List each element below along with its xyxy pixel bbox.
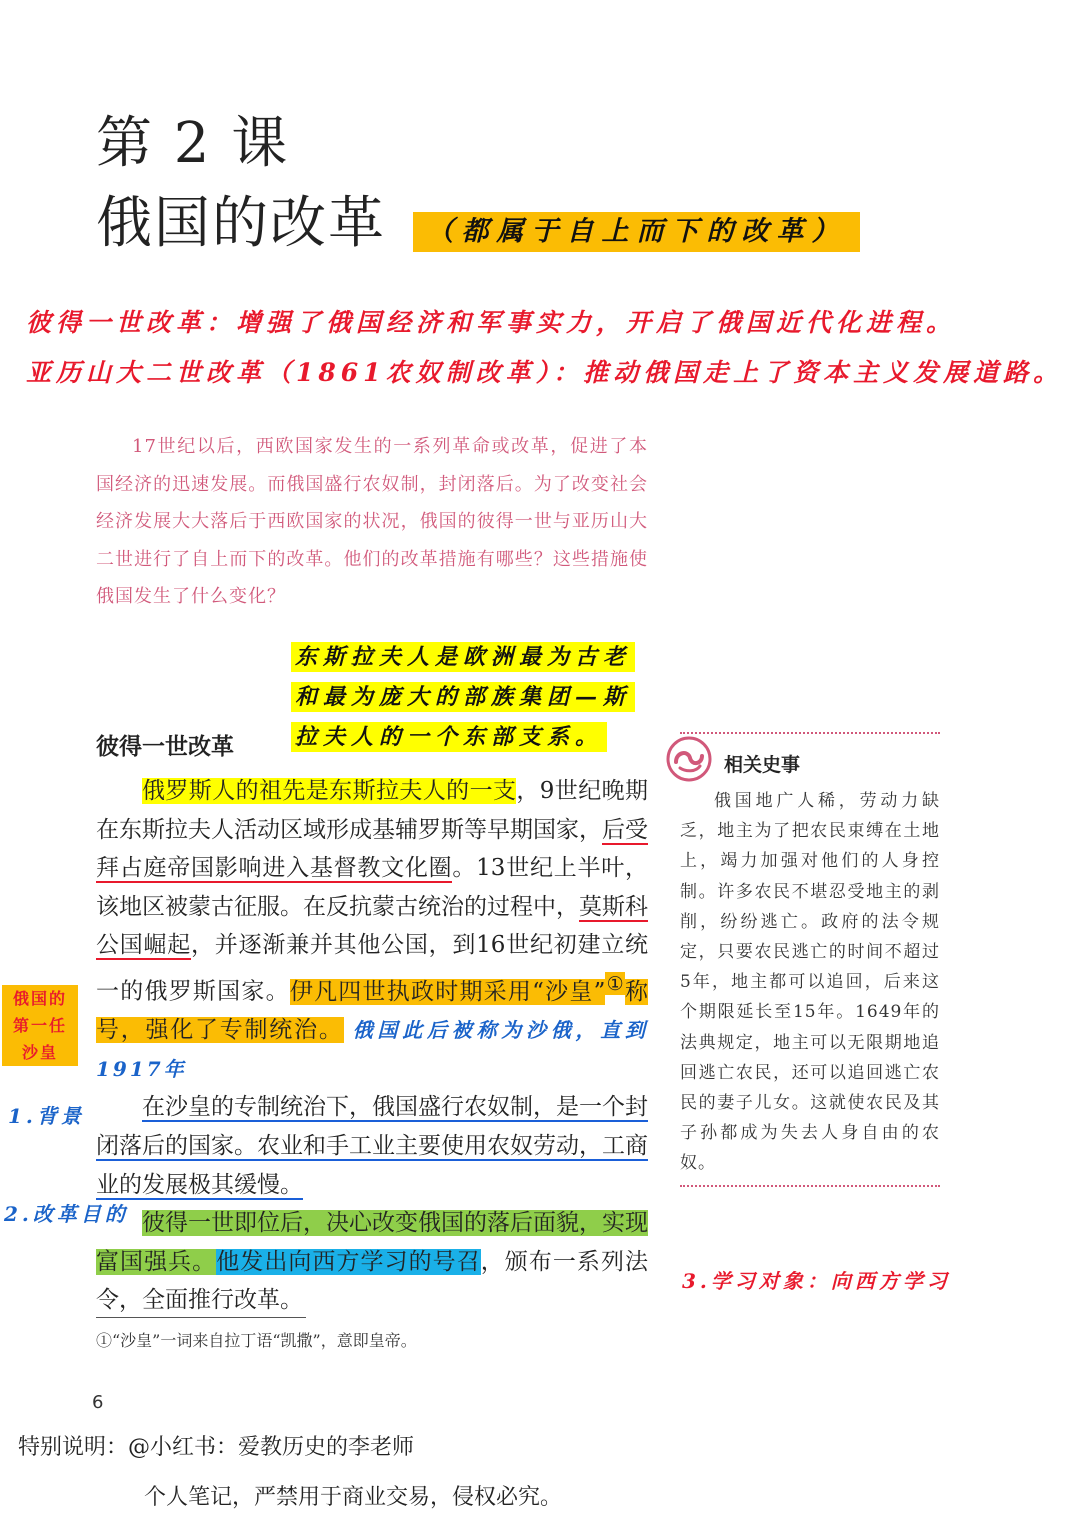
tag-line: 俄国的 bbox=[12, 989, 67, 1008]
page-number: 6 bbox=[92, 1392, 104, 1413]
red-note-peter: 彼得一世改革：增强了俄国经济和军事实力，开启了俄国近代化进程。 bbox=[26, 308, 957, 337]
footnote-divider bbox=[96, 1317, 306, 1318]
text-span: 。13世纪上半叶，该地区被蒙古征服。在反抗蒙古统治的过程中， bbox=[96, 855, 648, 920]
sidebar-text: 俄国地广人稀，劳动力缺乏，地主为了把农民束缚在土地上，竭力加强对他们的人身控制。许多农民不堪忍受地主的剥削，纷纷逃亡。政府的法令规定，只要农民逃亡的时间不超过5年，地主都可以追回，后来这个期限延长至15年。1649年的法典规定，地主可以无限期地追回逃亡农民，还可以追回逃亡农民的妻子儿女。这就使农民及其子孙都成为失去人身自由的农奴。 bbox=[680, 791, 940, 1174]
related-history-sidebar bbox=[680, 732, 940, 1187]
highlight-ivan: 伊凡四世 bbox=[289, 978, 387, 1005]
tag-line: 第一任 bbox=[12, 1016, 67, 1035]
label-purpose: 2.改革目的 bbox=[4, 1202, 129, 1226]
learn-object-note: 3.学习对象：向西方学习 bbox=[682, 1269, 951, 1293]
red-note-alexander: 亚历山大二世改革（1861农奴制改革）：推动俄国走上了资本主义发展道路。 bbox=[26, 358, 1064, 387]
highlight-autocracy: 称号，强化了专制统治。 bbox=[96, 978, 648, 1044]
underline-moscow: 莫斯科公国崛起 bbox=[96, 893, 648, 959]
sidebar-title: 相关史事 bbox=[724, 754, 801, 776]
label-background: 1.背景 bbox=[8, 1104, 85, 1128]
sidebar-header bbox=[680, 734, 940, 786]
cloud-swirl-icon bbox=[666, 736, 712, 782]
text-span: ，9世纪晚期在东斯拉夫人活动区域形成基辅罗斯等早期国家， bbox=[96, 778, 648, 843]
first-tsar-tag bbox=[2, 985, 78, 1066]
highlight-tsar-title: 执政时期采用“沙皇” bbox=[386, 978, 606, 1005]
intro-paragraph: 17世纪以后，西欧国家发生的一系列革命或改革，促进了本国经济的迅速发展。而俄国盛行农奴制，封闭落后。为了改变社会经济发展大大落后于西欧国家的状况，俄国的彼得一世与亚历山大二世进行了自上而下的改革。他们的改革措施有哪些？这些措施使俄国发生了什么变化？ bbox=[96, 436, 648, 607]
underline-byzantine: 后受拜占庭帝国影响进入基督教文化圈 bbox=[96, 816, 648, 882]
highlight-purpose: 彼得一世即位后，决心改变俄国的落后面貌，实现富国强兵。 bbox=[96, 1210, 648, 1275]
lesson-number: 第 2 课 bbox=[96, 111, 290, 176]
main-text bbox=[96, 772, 648, 1320]
section-heading: 彼得一世改革 bbox=[96, 734, 234, 760]
title-annotation: （都属于自上而下的改革） bbox=[413, 212, 860, 252]
paragraph-origins bbox=[96, 772, 648, 1088]
slav-note-line: 东斯拉夫人是欧洲最为古老 bbox=[291, 642, 635, 672]
text-span: ，颁布一系列法令，全面推行改革。 bbox=[96, 1248, 649, 1314]
slav-note-line: 和最为庞大的部族集团—斯 bbox=[291, 682, 635, 712]
sidebar-bottom-divider bbox=[680, 1185, 940, 1187]
notice-line-2: 个人笔记，严禁用于商业交易，侵权必究。 bbox=[144, 1485, 563, 1510]
underline-serfdom: 在沙皇的专制统治下，俄国盛行农奴制，是一个封闭落后的国家。农业和手工业主要使用农奴劳动，工商业的发展极其缓慢。 bbox=[96, 1094, 648, 1198]
blue-note-tsarist: 俄国此后被称为沙俄，直到1917年 bbox=[96, 1018, 649, 1081]
highlight-west: 他发出向西方学习的号召 bbox=[216, 1248, 481, 1275]
slav-note-line: 拉夫人的一个东部支系。 bbox=[291, 722, 607, 752]
notice-line-1: 特别说明：@小红书：爱教历史的李老师 bbox=[18, 1435, 415, 1460]
text-span: ，并逐渐兼并其他公国，到16世纪初建立统一的俄罗斯国家。 bbox=[96, 932, 648, 1005]
lesson-title: 俄国的改革 bbox=[96, 191, 386, 256]
paragraph-purpose bbox=[96, 1204, 648, 1320]
footnote-mark[interactable]: ① bbox=[605, 971, 625, 995]
slav-note-box bbox=[291, 637, 639, 757]
tag-line: 沙皇 bbox=[21, 1043, 58, 1062]
paragraph-background bbox=[96, 1088, 648, 1204]
footnote: ①“沙皇”一词来自拉丁语“凯撒”，意即皇帝。 bbox=[96, 1331, 417, 1350]
highlight-ancestors: 俄罗斯人的祖先是东斯拉夫人的一支 bbox=[142, 778, 517, 804]
